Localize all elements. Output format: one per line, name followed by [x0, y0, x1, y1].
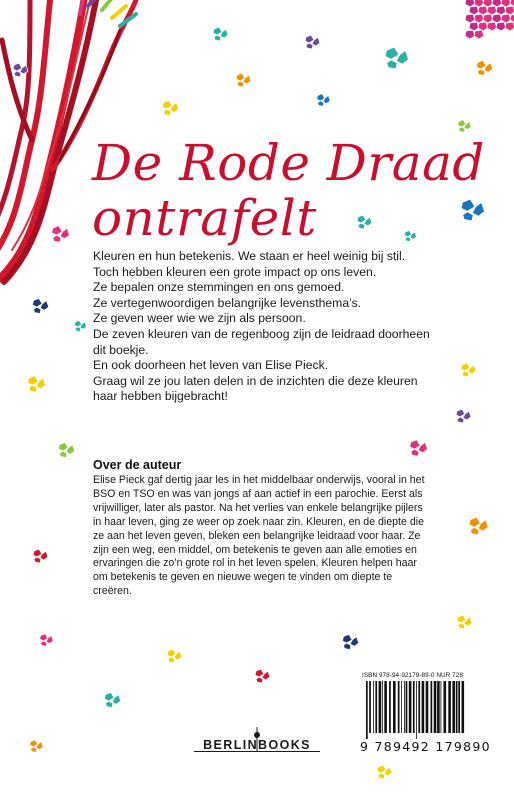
- barcode-bar: [413, 681, 415, 733]
- mosaic-fragment-icon: [33, 549, 48, 563]
- barcode-bar: [437, 681, 440, 733]
- barcode-bar: [431, 681, 433, 733]
- barcode-bar: [389, 681, 391, 733]
- book-title-line-2: ontrafelt: [92, 189, 317, 247]
- barcode-bar: [418, 681, 420, 733]
- mosaic-fragment-icon: [52, 226, 70, 243]
- mosaic-fragment-icon: [457, 615, 472, 629]
- mosaic-fragment-icon: [167, 649, 182, 663]
- barcode-bar: [373, 681, 374, 733]
- mosaic-fragment-icon: [32, 298, 49, 313]
- publisher-name: BERLINBOOKS: [203, 738, 311, 752]
- barcode-bar: [406, 681, 408, 733]
- barcode-bar: [382, 681, 383, 733]
- author-heading: Over de auteur: [93, 458, 182, 472]
- author-bio: Elise Pieck gaf dertig jaar les in het middelbaar onderwijs, vooral in het BSO en TSO en was van jongs af aan actief in een parochie. Eerst als vrijwilliger, later als pastor. Na het verlies van enkele belangrijke pijlers in haar leven, ging ze weer op zoek naar zin. Kleuren, en de diepte die ze aan het leven geven, bleken een belangrijke leidraad voor haar. Ze zijn een weg, een middel, om betekenis te geven aan alle emoties en ervaringen die zo’n grote rol in het leven spelen. Kleuren helpen haar om betekenis te geven en nieuwe wegen te vinden om diepte te creëren.: [93, 474, 425, 598]
- blurb-line: Ze geven weer wie we zijn als persoon.: [93, 311, 306, 326]
- mosaic-fragment-icon: [30, 740, 44, 753]
- barcode-bar: [369, 681, 371, 733]
- blurb-text: [93, 249, 438, 405]
- mosaic-fragment-icon: [28, 376, 46, 393]
- barcode-bar: [458, 681, 460, 733]
- mosaic-fragment-icon: [385, 47, 409, 69]
- barcode-bar: [422, 681, 425, 733]
- blurb-line: De zeven kleuren van de regenboog zijn de leidraad doorheen dit boekje.: [93, 326, 430, 357]
- barcode-digits: 9 789492 179890: [360, 739, 491, 754]
- mosaic-fragment-icon: [461, 363, 476, 377]
- barcode-bar: [409, 681, 412, 733]
- barcode-bar: [379, 681, 382, 733]
- barcode-bar: [426, 681, 429, 733]
- isbn-line: ISBN 978-94-92179-89-0 NUR 728: [362, 672, 463, 679]
- mosaic-fragment-icon: [410, 440, 428, 457]
- mosaic-fragment-icon: [40, 634, 54, 647]
- blurb-line: Graag wil ze jou laten delen in de inzichten die deze kleuren haar hebben bijgebracht!: [93, 373, 418, 404]
- barcode-bar: [448, 681, 451, 733]
- mosaic-fragment-icon: [357, 215, 372, 229]
- mosaic-fragment-icon: [469, 517, 489, 535]
- thread-fibre: [112, 6, 126, 18]
- barcode-bar: [384, 681, 387, 733]
- mosaic-fragment-icon: [162, 100, 179, 115]
- mosaic-fragment-icon: [213, 27, 228, 41]
- barcode-bar: [375, 681, 377, 733]
- mosaic-fragment-icon: [255, 669, 270, 683]
- blurb-line: Ze bepalen onze stemmingen en ons gemoed.: [93, 280, 345, 295]
- barcode-bar: [401, 681, 402, 733]
- blurb-line: En ook doorheen het leven van Elise Pieck.: [93, 358, 329, 373]
- mosaic-fragment-icon: [317, 94, 331, 107]
- barcode-bar: [441, 681, 442, 733]
- barcode-bar: [404, 681, 405, 733]
- publisher-logo: [193, 727, 323, 757]
- barcode-bar: [416, 681, 417, 739]
- mosaic-cluster: [465, 0, 514, 39]
- book-title-line-1: De Rode Draad: [92, 134, 485, 192]
- mosaic-fragment-icon: [342, 634, 359, 649]
- mosaic-fragment-icon: [458, 120, 472, 133]
- mosaic-fragment-icon: [13, 63, 28, 77]
- mosaic-fragment-icon: [58, 442, 75, 457]
- mosaic-fragment-icon: [236, 73, 251, 87]
- blurb-line: Ze vertegenwoordigen belangrijke levensthema’s.: [93, 295, 362, 310]
- barcode-bar: [434, 681, 437, 733]
- blurb-line: Toch hebben kleuren een grote impact op ons leven.: [93, 264, 377, 279]
- barcode-bar: [444, 681, 447, 733]
- mosaic-fragment-icon: [74, 320, 86, 331]
- mosaic-fragment-icon: [404, 230, 416, 241]
- mosaic-fragment-icon: [305, 35, 320, 49]
- thread-fibre: [102, 0, 112, 10]
- mosaic-fragment-icon: [377, 765, 392, 779]
- blurb-line: Kleuren en hun betekenis. We staan er heel weinig bij stil.: [93, 249, 406, 263]
- barcode-bar: [452, 681, 455, 733]
- barcode-bar: [462, 681, 465, 733]
- mosaic-fragment-icon: [461, 199, 485, 221]
- barcode-bar: [393, 681, 396, 733]
- mosaic-fragment-icon: [476, 60, 493, 75]
- barcode: [362, 681, 472, 739]
- mosaic-fragment-icon: [104, 692, 121, 707]
- mosaic-fragment-icon: [456, 409, 471, 423]
- barcode-bar: [456, 681, 458, 733]
- barcode-bar: [366, 681, 368, 739]
- barcode-bar: [398, 681, 400, 733]
